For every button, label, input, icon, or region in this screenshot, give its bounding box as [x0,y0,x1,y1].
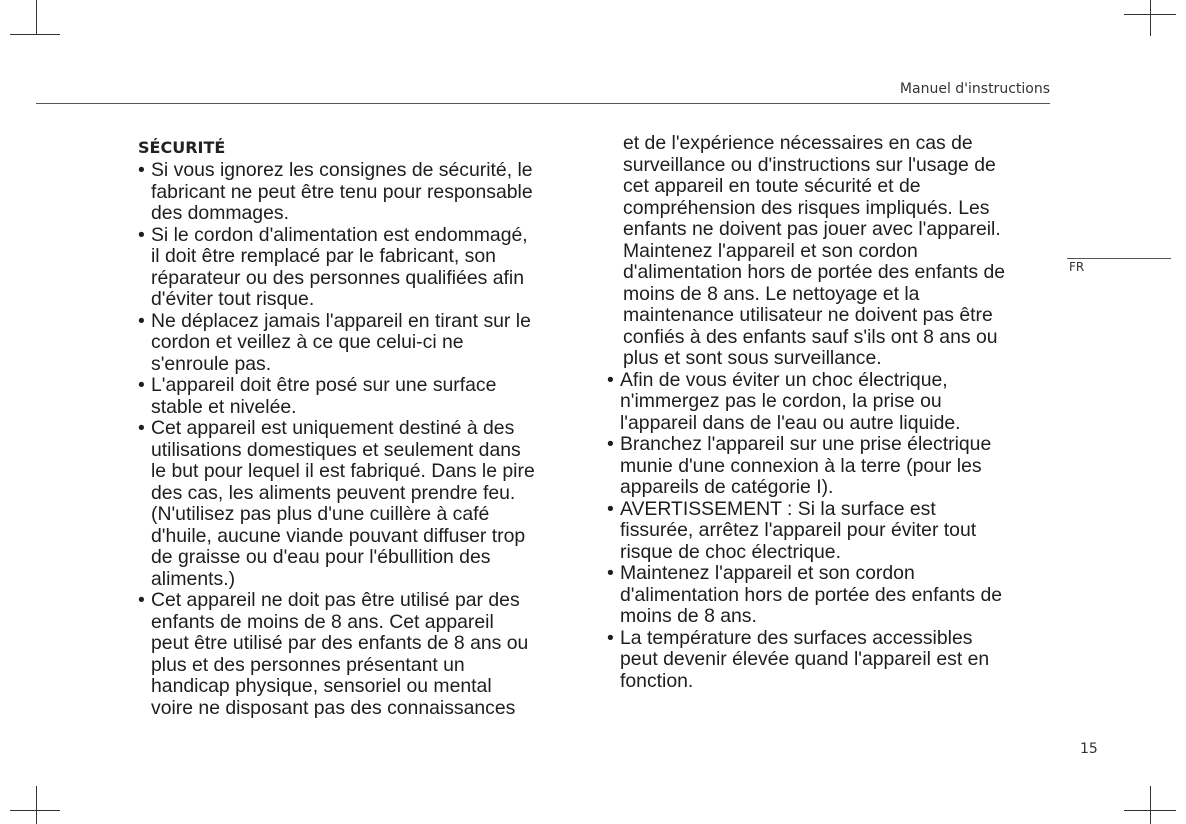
page-number: 15 [1080,741,1098,757]
language-tab: FR [1069,260,1085,274]
bullet-dot-icon: • [138,159,145,181]
header-title: Manuel d'instructions [899,81,1050,97]
bullet-item [138,225,598,311]
text-line: cordon et veillez à ce que celui-ci ne [151,331,464,353]
text-line: confiés à des enfants sauf s'ils ont 8 ans ou [623,325,998,348]
text-line: d'alimentation hors de portée des enfants de [620,583,1003,606]
right-column [607,133,1057,692]
text-line: fissurée, arrêtez l'appareil pour éviter tout [620,519,977,541]
bullet-dot-icon: • [607,562,614,584]
text-line: Si le cordon d'alimentation est endommagé, [151,223,528,246]
bullet-text [151,311,531,376]
text-line: de graisse ou d'eau pour l'ébullition des [151,546,491,568]
text-line: Cet appareil est uniquement destiné à des [151,417,515,439]
bullet-dot-icon: • [607,497,614,520]
section-title: SÉCURITÉ [138,138,226,157]
text-line: Cet appareil ne doit pas être utilisé par des [151,589,520,611]
text-line: d'huile, aucune viande pouvant diffuser trop [151,524,526,547]
text-line: aliments.) [151,567,236,590]
text-line: Branchez l'appareil sur une prise électrique [620,433,992,455]
bullet-item [607,499,1057,564]
crop-mark-top-left-h [10,34,60,35]
bullet-text [620,370,961,435]
text-line: enfants de moins de 8 ans. Cet appareil [151,610,494,633]
bullet-text [151,160,533,225]
text-line: surveillance ou d'instructions sur l'usage de [623,153,996,176]
bullet-text [151,590,528,719]
bullet-item [607,370,1057,435]
bullet-dot-icon: • [607,368,614,391]
text-line: Ne déplacez jamais l'appareil en tirant sur le [151,309,531,332]
text-line: Maintenez l'appareil et son cordon [620,562,915,584]
language-tab-rule [1067,258,1171,259]
right-bullet-list [607,370,1057,693]
text-line: Maintenez l'appareil et son cordon [623,239,918,262]
bullet-text [151,418,535,590]
text-line: fonction. [620,669,694,692]
bullet-dot-icon: • [138,223,145,246]
text-line: moins de 8 ans. [620,605,757,627]
bullet-item [607,563,1057,628]
text-line: La température des surfaces accessibles [620,626,973,649]
text-line: compréhension des risques impliqués. Les [623,196,990,219]
bullet-text [620,434,991,499]
left-bullet-list [138,160,598,719]
text-line: le but pour lequel il est fabriqué. Dans le pire [151,460,535,482]
text-line: Afin de vous éviter un choc électrique, [620,368,948,391]
text-line: peut être utilisé par des enfants de 8 ans ou [151,632,529,654]
crop-mark-bottom-left-h [10,810,60,811]
text-line: d'alimentation hors de portée des enfants de [623,261,1006,283]
text-line: utilisations domestiques et seulement dans [151,438,521,461]
crop-mark-bottom-left-v [36,786,37,824]
text-line: peut devenir élevée quand l'appareil est en [620,648,990,670]
text-line: fabricant ne peut être tenu pour responsable [151,180,533,203]
bullet-item [138,590,598,719]
crop-mark-top-right-v [1150,0,1151,36]
bullet-item [138,160,598,225]
bullet-text [620,499,976,564]
text-line: voire ne disposant pas des connaissances [151,696,516,719]
text-line: (N'utilisez pas plus d'une cuillère à café [151,503,490,525]
bullet-text [620,628,989,693]
text-line: d'éviter tout risque. [151,288,315,310]
continued-paragraph [607,133,1057,370]
bullet-text [620,563,1002,628]
text-line: n'immergez pas le cordon, la prise ou [620,390,942,412]
bullet-text [151,375,496,418]
text-line: enfants ne doivent pas jouer avec l'appareil. [623,218,1001,240]
text-line: stable et nivelée. [151,395,297,418]
text-line: l'appareil dans de l'eau ou autre liquide. [620,411,961,434]
text-line: s'enroule pas. [151,352,272,375]
bullet-dot-icon: • [138,309,145,332]
bullet-dot-icon: • [607,433,614,455]
crop-mark-bottom-right-v [1150,786,1151,824]
bullet-item [607,434,1057,499]
crop-mark-top-left-v [36,0,37,34]
text-line: munie d'une connexion à la terre (pour les [620,454,982,477]
text-line: il doit être remplacé par le fabricant, son [151,245,496,267]
text-line: risque de choc électrique. [620,540,841,563]
text-line: AVERTISSEMENT : Si la surface est [620,497,936,520]
bullet-item [138,311,598,376]
text-line: plus et sont sous surveillance. [623,347,882,369]
text-line: des dommages. [151,202,289,224]
bullet-item [138,375,598,418]
text-line: réparateur ou des personnes qualifiées afin [151,266,524,289]
bullet-item [607,628,1057,693]
bullet-dot-icon: • [607,626,614,649]
bullet-dot-icon: • [138,374,145,396]
text-line: Si vous ignorez les consignes de sécurité, le [151,159,533,181]
text-line: L'appareil doit être posé sur une surface [151,374,497,396]
text-line: cet appareil en toute sécurité et de [623,175,921,197]
bullet-text [151,225,528,311]
bullet-item [138,418,598,590]
text-line: maintenance utilisateur ne doivent pas être [623,304,993,326]
header-rule [36,103,1050,104]
left-column [138,137,598,719]
bullet-dot-icon: • [138,589,145,611]
text-line: handicap physique, sensoriel ou mental [151,675,492,697]
text-line: moins de 8 ans. Le nettoyage et la [623,282,920,305]
text-line: appareils de catégorie I). [620,476,834,498]
text-line: plus et des personnes présentant un [151,653,465,676]
bullet-dot-icon: • [138,417,145,439]
text-line: et de l'expérience nécessaires en cas de [623,132,973,154]
text-line: des cas, les aliments peuvent prendre feu. [151,481,516,504]
